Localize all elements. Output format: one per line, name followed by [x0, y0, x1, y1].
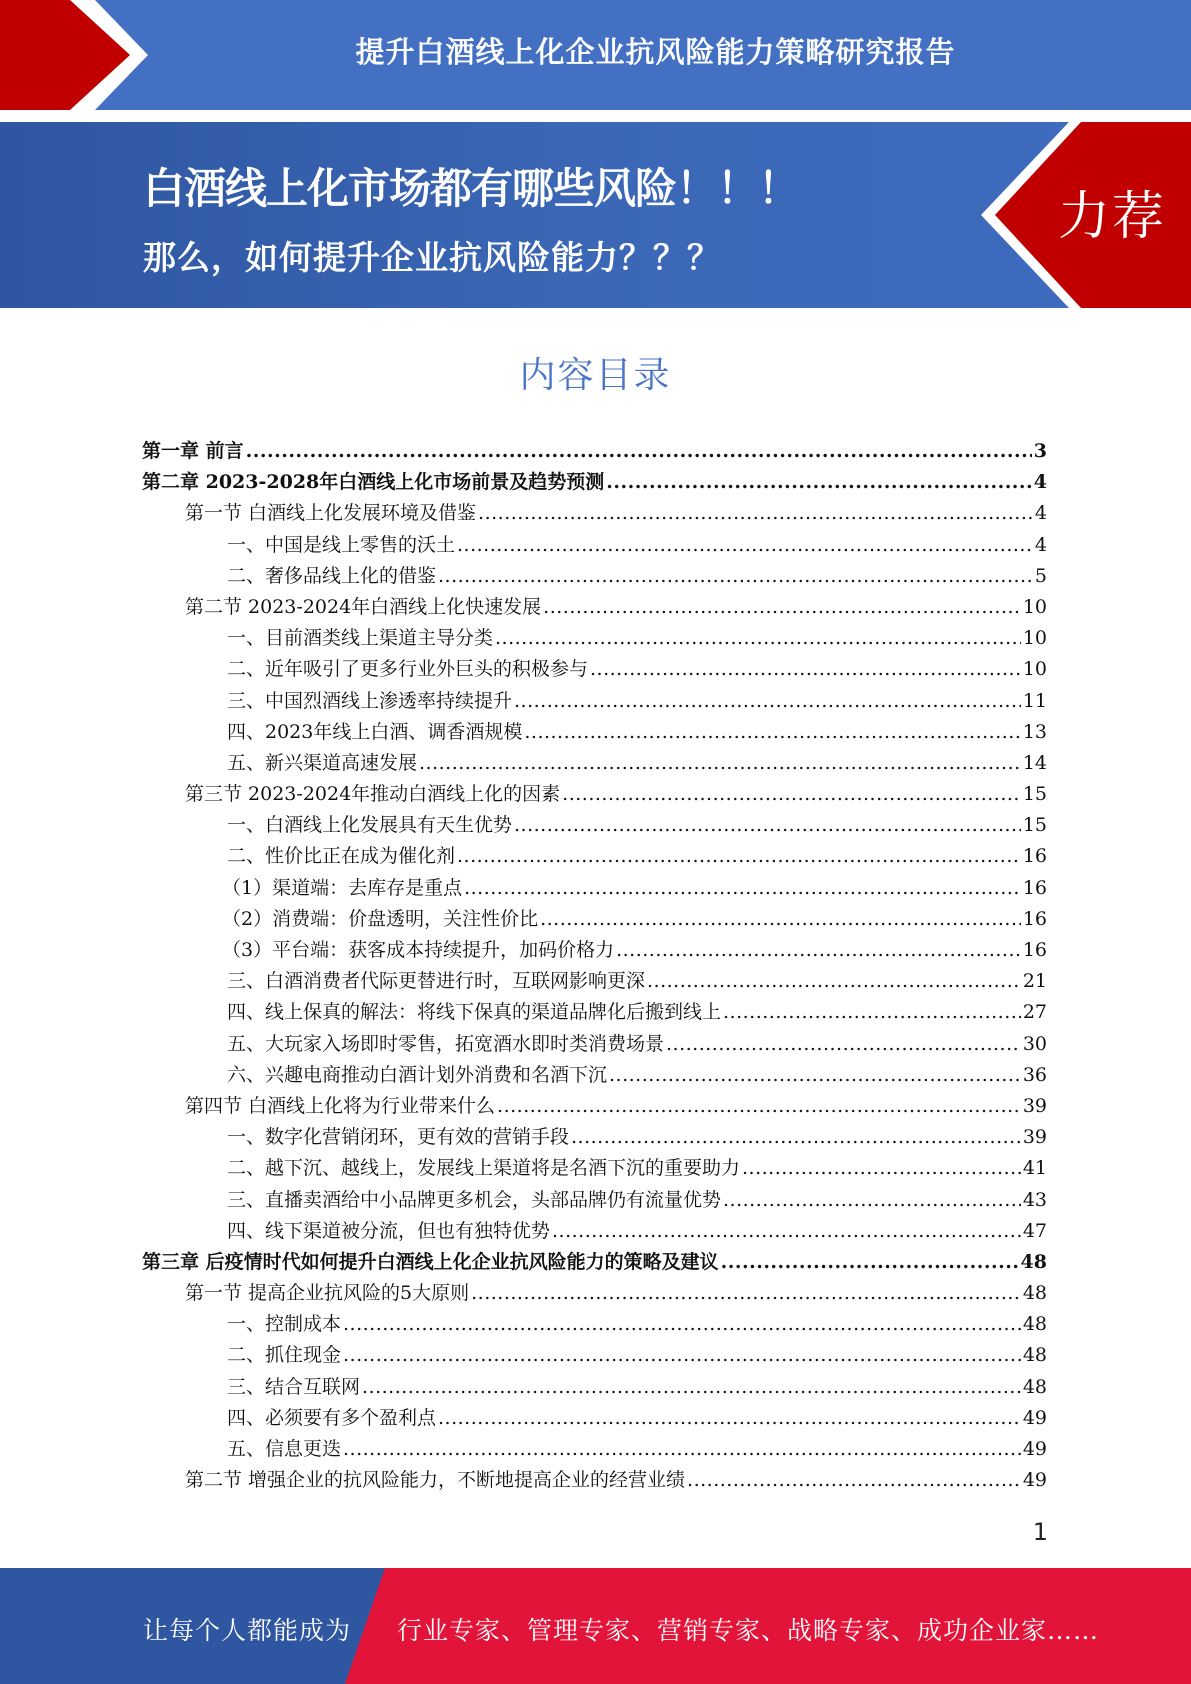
toc-entry-label: 五、大玩家入场即时零售，拓宽酒水即时类消费场景: [227, 1032, 665, 1055]
slogan-footer: [0, 1568, 1191, 1684]
toc-entry[interactable]: [142, 1309, 1047, 1340]
toc-entry-label: 三、白酒消费者代际更替进行时，互联网影响更深: [227, 970, 646, 993]
toc-entry[interactable]: [142, 498, 1047, 529]
toc-entry-label: 第三章 后疫情时代如何提升白酒线上化企业抗风险能力的策略及建议: [142, 1250, 719, 1273]
toc-dot-leader: [687, 1465, 1021, 1496]
report-title: 提升白酒线上化企业抗风险能力策略研究报告: [355, 35, 956, 69]
toc-entry-label: 一、中国是线上零售的沃土: [227, 533, 456, 556]
toc-entry[interactable]: [142, 1434, 1047, 1465]
toc-entry-label: 第二章 2023-2028年白酒线上化市场前景及趋势预测: [142, 471, 605, 494]
toc-entry-page: 16: [1022, 907, 1047, 930]
toc-dot-leader: [590, 654, 1021, 685]
toc-entry[interactable]: [142, 1185, 1047, 1216]
toc-dot-leader: [343, 1340, 1021, 1371]
toc-dot-leader: [721, 1247, 1019, 1278]
toc-entry-label: 一、控制成本: [227, 1313, 342, 1336]
toc-entry-page: 48: [1020, 1250, 1047, 1273]
toc-entry-page: 49: [1022, 1406, 1047, 1429]
toc-entry-page: 16: [1022, 876, 1047, 899]
toc-entry-page: 4: [1033, 471, 1047, 494]
toc-entry-page: 3: [1033, 440, 1047, 462]
toc-entry-label: 三、中国烈酒线上渗透率持续提升: [227, 689, 513, 712]
toc-entry-page: 48: [1022, 1313, 1047, 1336]
toc-entry-page: 41: [1022, 1157, 1047, 1180]
toc-entry[interactable]: [142, 592, 1047, 623]
toc-entry[interactable]: [142, 1278, 1047, 1309]
toc-heading: 内容目录: [519, 355, 672, 396]
toc-entry-page: 39: [1022, 1126, 1047, 1149]
toc-entry-label: 一、目前酒类线上渠道主导分类: [227, 627, 494, 650]
toc-entry-label: （2）消费端：价盘透明，关注性价比: [222, 907, 539, 930]
toc-entry[interactable]: [142, 810, 1047, 841]
toc-entry-page: 10: [1022, 658, 1047, 681]
toc-entry-label: 五、新兴渠道高速发展: [227, 751, 418, 774]
toc-entry[interactable]: [142, 686, 1047, 717]
toc-entry-label: 第四节 白酒线上化将为行业带来什么: [185, 1094, 496, 1117]
toc-entry[interactable]: [142, 1122, 1047, 1153]
toc-entry-page: 49: [1022, 1469, 1047, 1492]
footer-slogan-left: 让每个人都能成为: [143, 1616, 352, 1645]
page-number: 1: [1032, 1518, 1048, 1546]
report-header-bar: [0, 0, 1191, 110]
toc-entry-page: 30: [1022, 1032, 1047, 1055]
toc-entry-label: 四、线下渠道被分流，但也有独特优势: [227, 1219, 551, 1242]
toc-dot-leader: [552, 1216, 1021, 1247]
toc-dot-leader: [246, 436, 1032, 467]
toc-entry-page: 4: [1034, 533, 1047, 556]
toc-dot-leader: [343, 1434, 1021, 1465]
toc-entry[interactable]: [142, 1153, 1047, 1184]
toc-entry-page: 14: [1022, 751, 1047, 774]
toc-entry-label: 二、奢侈品线上化的借鉴: [227, 564, 437, 587]
toc-dot-leader: [438, 1403, 1021, 1434]
toc-entry-label: 第二节 2023-2024年白酒线上化快速发展: [185, 595, 542, 618]
toc-entry-page: 11: [1022, 689, 1047, 712]
toc-entry-label: 六、兴趣电商推动白酒计划外消费和名酒下沉: [227, 1063, 608, 1086]
toc-entry-page: 47: [1022, 1219, 1047, 1242]
toc-entry-label: （1）渠道端：去库存是重点: [222, 876, 463, 899]
toc-entry-label: 三、结合互联网: [227, 1375, 361, 1398]
toc-entry-page: 27: [1022, 1001, 1047, 1024]
toc-dot-leader: [723, 1185, 1021, 1216]
promo-banner: [0, 122, 1191, 308]
toc-entry[interactable]: [142, 436, 1047, 467]
toc-entry[interactable]: [142, 1060, 1047, 1091]
footer-slogan-right: 行业专家、管理专家、营销专家、战略专家、成功企业家……: [397, 1616, 1100, 1645]
banner-headline-risks: 白酒线上化市场都有哪些风险！！！: [143, 164, 800, 213]
toc-entry-label: （3）平台端：获客成本持续提升，加码价格力: [222, 939, 615, 961]
toc-entry-label: 二、近年吸引了更多行业外巨头的积极参与: [227, 658, 589, 681]
toc-dot-leader: [666, 1029, 1021, 1060]
toc-dot-leader: [495, 623, 1021, 654]
toc-entry-page: 48: [1022, 1375, 1047, 1398]
toc-dot-leader: [478, 498, 1033, 529]
toc-entry-page: 39: [1022, 1094, 1047, 1117]
toc-entry[interactable]: [142, 1091, 1047, 1122]
toc-entry-page: 10: [1022, 627, 1047, 650]
toc-entry-page: 36: [1022, 1063, 1047, 1086]
toc-entry[interactable]: [142, 717, 1047, 748]
toc-dot-leader: [457, 841, 1021, 872]
toc-dot-leader: [514, 810, 1021, 841]
toc-entry-page: 21: [1022, 970, 1047, 993]
toc-entry[interactable]: [142, 1029, 1047, 1060]
toc-entry-label: 四、2023年线上白酒、调香酒规模: [227, 720, 523, 743]
toc-entry-label: 第一节 提高企业抗风险的5大原则: [185, 1282, 470, 1305]
toc-entry[interactable]: [142, 935, 1047, 966]
toc-entry-page: 15: [1022, 783, 1047, 806]
toc-dot-leader: [438, 561, 1033, 592]
toc-dot-leader: [562, 779, 1021, 810]
toc-entry-page: 15: [1022, 814, 1047, 837]
table-of-contents: [142, 436, 1047, 1496]
toc-dot-leader: [457, 530, 1033, 561]
toc-entry-label: 第一章 前言: [142, 440, 244, 462]
toc-entry-page: 43: [1022, 1188, 1047, 1211]
toc-entry[interactable]: [142, 530, 1047, 561]
toc-dot-leader: [362, 1372, 1021, 1403]
recommend-badge: 力荐: [1058, 187, 1167, 247]
toc-dot-leader: [616, 935, 1021, 966]
toc-entry-label: 四、必须要有多个盈利点: [227, 1406, 437, 1429]
toc-entry-label: 二、越下沉、越线上，发展线上渠道将是名酒下沉的重要助力: [227, 1157, 741, 1180]
toc-entry[interactable]: [142, 873, 1047, 904]
toc-dot-leader: [464, 873, 1021, 904]
toc-entry[interactable]: [142, 1216, 1047, 1247]
toc-dot-leader: [514, 686, 1021, 717]
toc-entry-label: 二、抓住现金: [227, 1344, 342, 1367]
toc-entry[interactable]: [142, 1403, 1047, 1434]
toc-dot-leader: [343, 1309, 1021, 1340]
toc-entry[interactable]: [142, 561, 1047, 592]
toc-dot-leader: [723, 997, 1021, 1028]
toc-entry[interactable]: [142, 904, 1047, 935]
toc-entry-page: 10: [1022, 595, 1047, 618]
banner-headline-question: 那么，如何提升企业抗风险能力？？？: [143, 238, 721, 277]
toc-entry-label: 五、信息更迭: [227, 1438, 342, 1460]
toc-dot-leader: [647, 966, 1021, 997]
toc-entry-label: 第三节 2023-2024年推动白酒线上化的因素: [185, 783, 561, 806]
header-divider: [0, 110, 1191, 122]
toc-entry-label: 三、直播卖酒给中小品牌更多机会，头部品牌仍有流量优势: [227, 1188, 722, 1211]
toc-entry[interactable]: [142, 779, 1047, 810]
toc-dot-leader: [419, 748, 1021, 779]
toc-dot-leader: [540, 904, 1021, 935]
toc-entry[interactable]: [142, 623, 1047, 654]
toc-dot-leader: [609, 1060, 1021, 1091]
toc-entry[interactable]: [142, 966, 1047, 997]
toc-entry-label: 二、性价比正在成为催化剂: [227, 845, 456, 868]
toc-entry[interactable]: [142, 997, 1047, 1028]
toc-dot-leader: [471, 1278, 1021, 1309]
toc-entry[interactable]: [142, 467, 1047, 498]
toc-entry[interactable]: [142, 654, 1047, 685]
toc-entry[interactable]: [142, 1465, 1047, 1496]
toc-entry[interactable]: [142, 841, 1047, 872]
toc-entry[interactable]: [142, 1372, 1047, 1403]
toc-dot-leader: [497, 1091, 1021, 1122]
toc-entry[interactable]: [142, 1247, 1047, 1278]
toc-dot-leader: [606, 467, 1032, 498]
toc-entry[interactable]: [142, 748, 1047, 779]
toc-dot-leader: [742, 1153, 1021, 1184]
toc-entry-page: 4: [1034, 502, 1047, 525]
toc-entry-page: 13: [1022, 720, 1047, 743]
toc-entry-label: 第一节 白酒线上化发展环境及借鉴: [185, 502, 477, 525]
toc-entry-page: 16: [1022, 845, 1047, 868]
toc-entry-page: 5: [1034, 564, 1047, 587]
toc-dot-leader: [524, 717, 1020, 748]
toc-entry[interactable]: [142, 1340, 1047, 1371]
toc-entry-label: 一、数字化营销闭环，更有效的营销手段: [227, 1126, 570, 1149]
toc-entry-label: 一、白酒线上化发展具有天生优势: [227, 814, 513, 837]
toc-dot-leader: [543, 592, 1021, 623]
toc-entry-label: 四、线上保真的解法：将线下保真的渠道品牌化后搬到线上: [227, 1001, 722, 1024]
toc-entry-page: 16: [1022, 939, 1047, 961]
toc-entry-page: 48: [1022, 1282, 1047, 1305]
toc-entry-label: 第二节 增强企业的抗风险能力，不断地提高企业的经营业绩: [185, 1469, 686, 1492]
toc-dot-leader: [571, 1122, 1021, 1153]
toc-entry-page: 49: [1022, 1438, 1047, 1460]
toc-entry-page: 48: [1022, 1344, 1047, 1367]
